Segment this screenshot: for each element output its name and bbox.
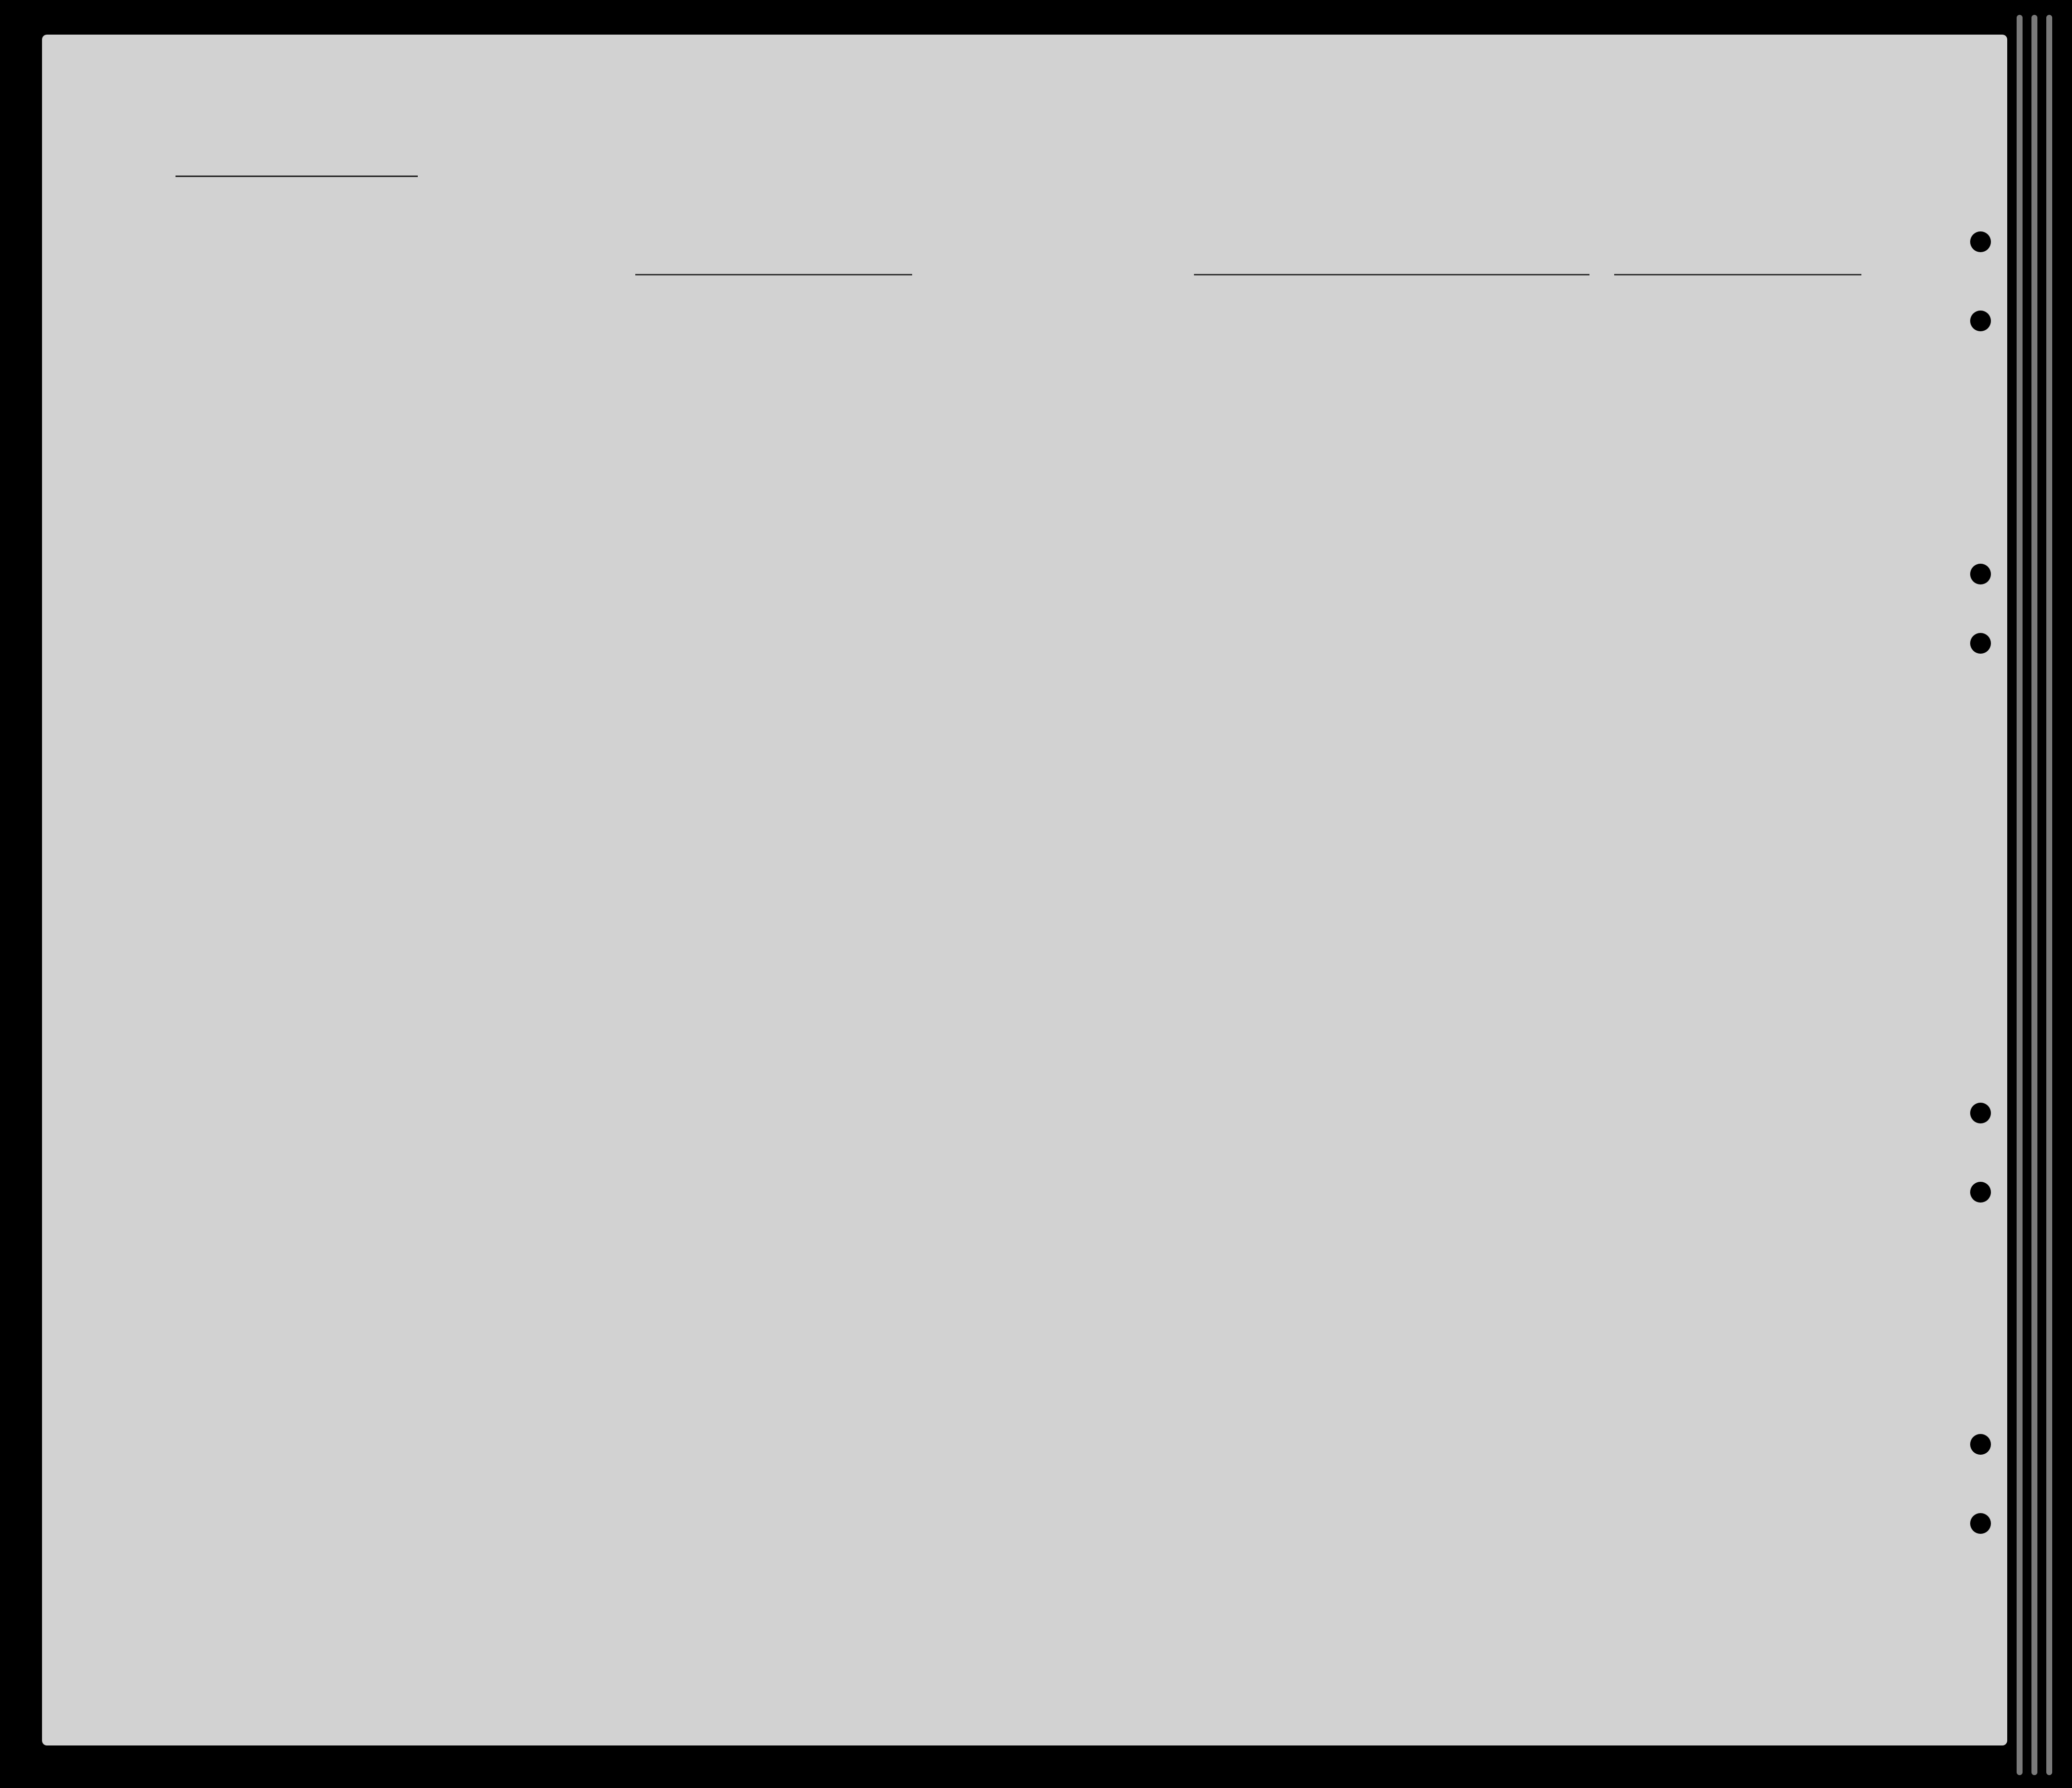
sheet-edge — [2031, 15, 2037, 1775]
page-edges — [2008, 0, 2072, 1788]
manifest-page — [42, 35, 2007, 1745]
binder-hole — [1970, 231, 1991, 252]
sheet-edge — [2017, 15, 2023, 1775]
binder-hole — [1970, 1103, 1991, 1123]
binder-hole — [1970, 1434, 1991, 1455]
binder-hole — [1970, 633, 1991, 654]
binder-hole — [1970, 564, 1991, 584]
binder-hole — [1970, 1182, 1991, 1203]
manifest-table — [42, 35, 2007, 1745]
binder-hole — [1970, 1513, 1991, 1534]
binder-hole — [1970, 311, 1991, 331]
sheet-edge — [2046, 15, 2052, 1775]
